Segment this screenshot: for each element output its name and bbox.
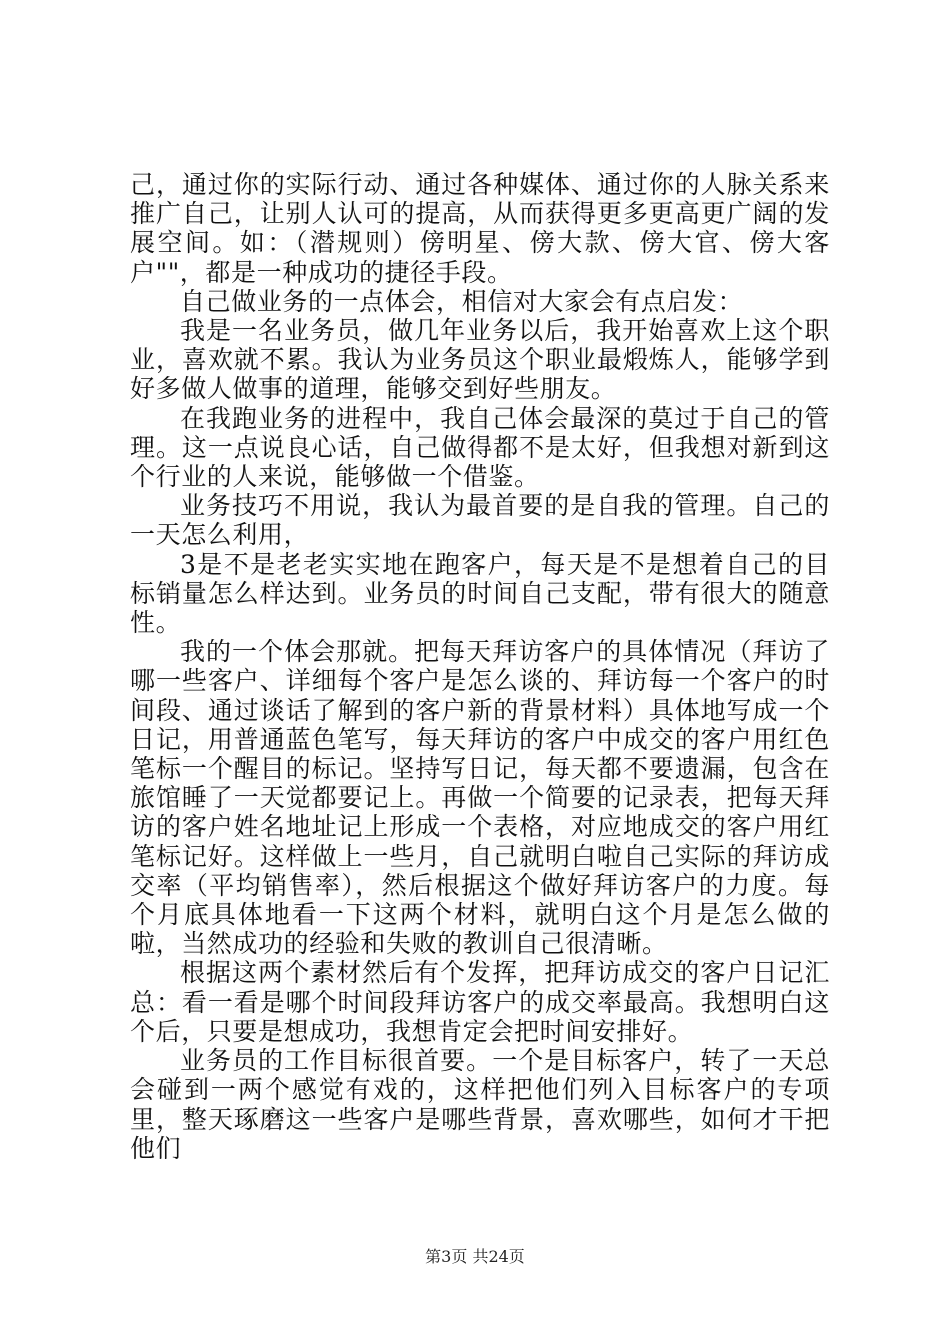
paragraph-9: 业务员的工作目标很首要。一个是目标客户，转了一天总会碰到一两个感觉有戏的，这样把他们列入目标客户的专项里，整天琢磨这一些客户是哪些背景，喜欢哪些，如何才干把他们	[130, 1046, 830, 1163]
paragraph-5: 业务技巧不用说，我认为最首要的是自我的管理。自己的一天怎么利用，	[130, 491, 830, 550]
paragraph-7: 我的一个体会那就。把每天拜访客户的具体情况（拜访了哪一些客户、详细每个客户是怎么谈的、拜访每一个客户的时间段、通过谈话了解到的客户新的背景材料）具体地写成一个日记，用普通蓝色笔写，每天拜访的客户中成交的客户用红色笔标一个醒目的标记。坚持写日记，每天都不要遗漏，包含在旅馆睡了一天觉都要记上。再做一个简要的记录表，把每天拜访的客户姓名地址记上形成一个表格，对应地成交的客户用红笔标记好。这样做上一些月，自己就明白啦自己实际的拜访成交率（平均销售率），然后根据这个做好拜访客户的力度。每个月底具体地看一下这两个材料，就明白这个月是怎么做的啦，当然成功的经验和失败的教训自己很清晰。	[130, 637, 830, 959]
document-body	[130, 170, 830, 1163]
page-number-footer: 第3页 共24页	[425, 1247, 525, 1266]
paragraph-8: 根据这两个素材然后有个发挥，把拜访成交的客户日记汇总：看一看是哪个时间段拜访客户的成交率最高。我想明白这个后，只要是想成功，我想肯定会把时间安排好。	[130, 958, 830, 1046]
paragraph-3: 我是一名业务员，做几年业务以后，我开始喜欢上这个职业，喜欢就不累。我认为业务员这个职业最煅炼人，能够学到好多做人做事的道理，能够交到好些朋友。	[130, 316, 830, 404]
paragraph-1: 己，通过你的实际行动、通过各种媒体、通过你的人脉关系来推广自己，让别人认可的提高，从而获得更多更高更广阔的发展空间。如：（潜规则）傍明星、傍大款、傍大官、傍大客户""，都是一种成功的捷径手段。	[130, 170, 830, 287]
paragraph-2: 自己做业务的一点体会，相信对大家会有点启发：	[180, 286, 744, 316]
paragraph-4: 在我跑业务的进程中，我自己体会最深的莫过于自己的管理。这一点说良心话，自己做得都不是太好，但我想对新到这个行业的人来说，能够做一个借鉴。	[130, 403, 830, 492]
paragraph-6: 3是不是老老实实地在跑客户，每天是不是想着自己的目标销量怎么样达到。业务员的时间自己支配，带有很大的随意性。	[130, 549, 830, 638]
